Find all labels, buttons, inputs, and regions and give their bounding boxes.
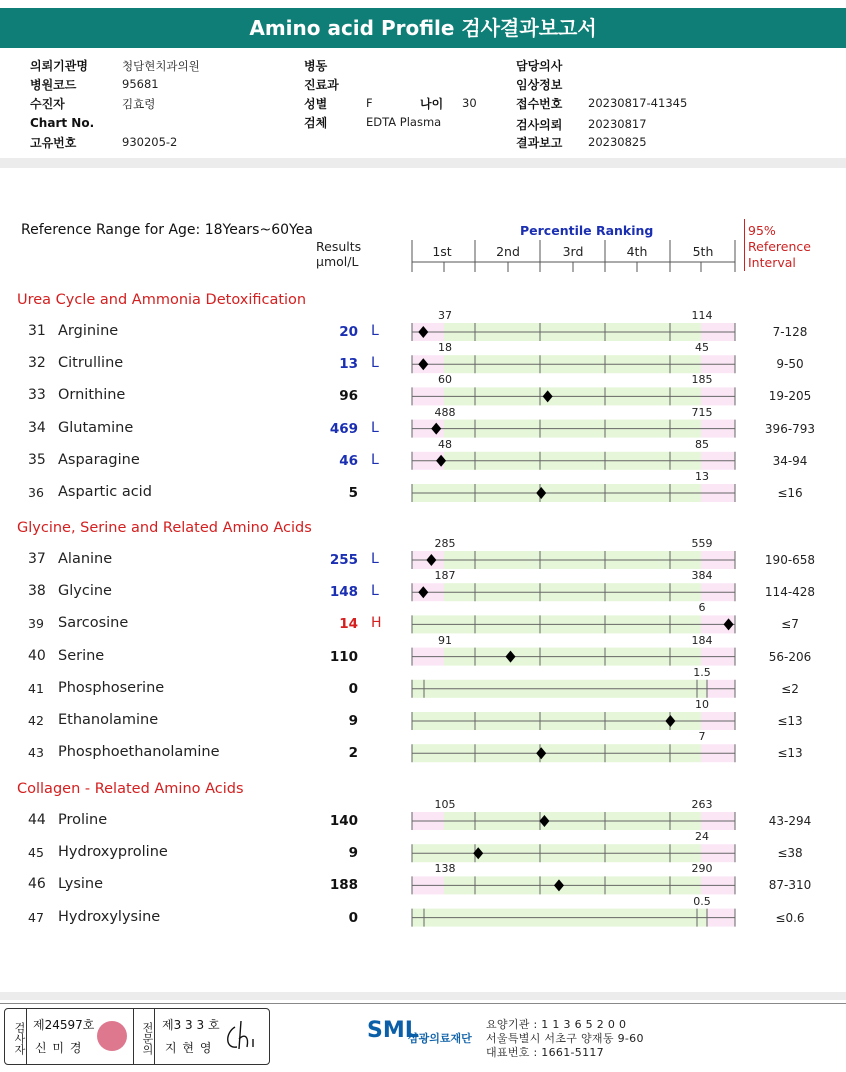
amino-acid-name: Glutamine bbox=[58, 419, 134, 436]
result-flag: L bbox=[371, 355, 379, 372]
low-range-label: 60 bbox=[438, 373, 452, 387]
header-value: EDTA Plasma bbox=[366, 115, 442, 129]
ref-interval-divider bbox=[744, 219, 745, 271]
signature-box bbox=[4, 1008, 270, 1065]
low-range-label: 488 bbox=[434, 405, 456, 419]
report-title: Amino acid Profile 검사결과보고서 bbox=[0, 8, 846, 48]
header-label: 검체 bbox=[304, 116, 328, 130]
percentile-label-1: 1st bbox=[432, 244, 452, 259]
amino-acid-name: Proline bbox=[58, 812, 108, 828]
amino-acid-name: Arginine bbox=[58, 323, 119, 339]
row-number: 46 bbox=[28, 876, 46, 893]
pink-band-high bbox=[701, 876, 735, 894]
pink-band-low bbox=[412, 812, 444, 830]
doctor-number: 제3 3 3 호 bbox=[162, 1018, 220, 1032]
reference-interval: 7-128 bbox=[772, 325, 808, 339]
green-band bbox=[444, 355, 701, 373]
doctor-name: 지 현 영 bbox=[165, 1041, 213, 1055]
pink-band-high bbox=[701, 812, 735, 830]
pink-band-high bbox=[701, 452, 735, 470]
green-band bbox=[444, 648, 701, 666]
header-label: 검사의뢰 bbox=[516, 118, 563, 132]
pink-band-high bbox=[707, 909, 735, 927]
row-number: 47 bbox=[28, 909, 44, 925]
amino-acid-name: Ornithine bbox=[58, 387, 126, 404]
header-label: 임상정보 bbox=[516, 78, 563, 92]
reference-interval: 190-658 bbox=[764, 553, 816, 567]
result-marker bbox=[665, 715, 675, 727]
pink-band-high bbox=[701, 583, 735, 601]
high-range-label: 184 bbox=[691, 633, 713, 647]
green-band bbox=[412, 909, 707, 927]
high-range-label: 0.5 bbox=[693, 894, 711, 908]
row-number: 41 bbox=[28, 680, 44, 696]
high-range-label: 384 bbox=[691, 569, 713, 583]
results-unit-header bbox=[316, 239, 361, 269]
amino-acid-name: Phosphoethanolamine bbox=[58, 744, 220, 761]
reference-interval: ≤16 bbox=[777, 486, 803, 500]
percentile-label-4: 4th bbox=[626, 244, 648, 259]
row-number: 39 bbox=[28, 616, 44, 632]
row-number: 35 bbox=[28, 451, 46, 468]
reference-interval: 19-205 bbox=[768, 389, 812, 404]
reference-interval: 114-428 bbox=[764, 585, 816, 600]
age-value: 30 bbox=[462, 96, 477, 110]
header-label: 진료과 bbox=[304, 78, 339, 92]
result-flag: L bbox=[371, 419, 379, 436]
pink-band-high bbox=[701, 355, 735, 373]
green-band bbox=[412, 615, 701, 633]
high-range-label: 114 bbox=[691, 309, 713, 322]
row-number: 45 bbox=[28, 845, 44, 861]
result-marker bbox=[418, 326, 428, 338]
reference-interval: ≤0.6 bbox=[775, 910, 805, 925]
amino-acid-name: Ethanolamine bbox=[58, 712, 159, 728]
pink-band-high bbox=[707, 680, 735, 698]
section-title: Glycine, Serine and Related Amino Acids bbox=[17, 520, 312, 536]
result-marker bbox=[536, 747, 546, 759]
amino-acid-name: Phosphoserine bbox=[58, 679, 165, 696]
institution-code: 요양기관 : 1 1 3 6 5 2 0 0 bbox=[486, 1018, 627, 1031]
header-label: Chart No. bbox=[30, 116, 95, 130]
result-value: 46 bbox=[339, 452, 358, 469]
low-range-label: 138 bbox=[434, 862, 456, 876]
header-label: 고유번호 bbox=[30, 136, 77, 150]
result-value: 13 bbox=[339, 356, 358, 373]
header-label: 수진자 bbox=[30, 97, 65, 111]
low-range-label: 48 bbox=[438, 437, 452, 451]
red-seal-stamp bbox=[97, 1021, 127, 1051]
green-band bbox=[444, 812, 701, 830]
reference-interval: 9-50 bbox=[776, 357, 804, 372]
row-number: 44 bbox=[28, 812, 46, 828]
pink-band-high bbox=[701, 744, 735, 762]
reference-interval: 34-94 bbox=[772, 453, 808, 468]
pink-band-high bbox=[701, 420, 735, 438]
high-range-label: 263 bbox=[691, 798, 713, 811]
reference-interval: ≤13 bbox=[777, 746, 803, 761]
pink-band-high bbox=[701, 648, 735, 666]
low-range-label: 285 bbox=[434, 537, 456, 550]
high-range-label: 290 bbox=[691, 862, 713, 876]
reference-interval: ≤7 bbox=[781, 617, 799, 632]
lab-name: 삼광의료재단 bbox=[408, 1032, 472, 1045]
lab-address: 서울특별시 서초구 양재동 9-60 bbox=[486, 1032, 644, 1045]
result-marker bbox=[473, 847, 483, 859]
result-flag: L bbox=[371, 323, 379, 339]
amino-acid-name: Hydroxylysine bbox=[58, 908, 161, 925]
percentile-label-2: 2nd bbox=[496, 244, 520, 259]
reference-interval: 56-206 bbox=[768, 649, 812, 664]
reference-interval: ≤13 bbox=[777, 714, 803, 728]
green-band bbox=[444, 876, 701, 894]
pink-band-high bbox=[701, 712, 735, 730]
result-value: 2 bbox=[348, 745, 358, 762]
amino-acid-name: Citrulline bbox=[58, 355, 124, 372]
ref-interval-header bbox=[748, 223, 811, 271]
pink-band-low bbox=[412, 648, 444, 666]
pink-band-low bbox=[412, 583, 444, 601]
header-value: 김효령 bbox=[122, 97, 156, 111]
amino-acid-name: Glycine bbox=[58, 583, 112, 600]
lab-phone: 대표번호 : 1661-5117 bbox=[486, 1046, 604, 1059]
high-range-label: 6 bbox=[698, 601, 706, 615]
row-number: 36 bbox=[28, 485, 44, 500]
result-marker bbox=[724, 618, 734, 630]
amino-acid-name: Aspartic acid bbox=[58, 484, 152, 500]
header-label: 담당의사 bbox=[516, 59, 563, 73]
green-band bbox=[412, 484, 701, 502]
amino-acid-name: Hydroxyproline bbox=[58, 844, 168, 861]
high-range-label: 1.5 bbox=[693, 665, 711, 679]
low-range-label: 187 bbox=[434, 569, 456, 583]
pink-band-low bbox=[412, 420, 444, 438]
high-range-label: 13 bbox=[695, 470, 709, 483]
percentile-label-5: 5th bbox=[692, 244, 714, 259]
header-separator bbox=[0, 158, 846, 168]
result-value: 9 bbox=[348, 845, 358, 862]
row-number: 34 bbox=[28, 419, 46, 436]
low-range-label: 91 bbox=[438, 633, 452, 647]
row-number: 33 bbox=[28, 387, 46, 404]
green-band bbox=[444, 583, 701, 601]
row-number: 37 bbox=[28, 551, 46, 567]
high-range-label: 7 bbox=[698, 730, 706, 744]
result-value: 96 bbox=[339, 388, 358, 405]
pink-band-low bbox=[412, 452, 444, 470]
inspector-number: 제24597호 bbox=[33, 1018, 95, 1032]
header-value: 청담현치과의원 bbox=[122, 59, 200, 73]
result-value: 0 bbox=[348, 680, 358, 697]
result-marker bbox=[418, 358, 428, 370]
reference-interval: 396-793 bbox=[764, 421, 816, 436]
result-value: 188 bbox=[329, 877, 358, 894]
result-value: 255 bbox=[329, 552, 358, 568]
percentile-ranking-title: Percentile Ranking bbox=[520, 223, 654, 238]
high-range-label: 85 bbox=[695, 437, 709, 451]
pink-band-high bbox=[701, 844, 735, 862]
high-range-label: 715 bbox=[691, 405, 713, 419]
result-flag: L bbox=[371, 583, 379, 600]
green-band bbox=[444, 387, 701, 405]
pink-band-low bbox=[412, 551, 444, 569]
reference-interval: 43-294 bbox=[768, 814, 812, 828]
ref95-line3: Interval bbox=[748, 255, 796, 270]
header-value: F bbox=[366, 96, 373, 110]
pink-band-low bbox=[412, 387, 444, 405]
result-value: 9 bbox=[348, 713, 358, 729]
pink-band-high bbox=[701, 484, 735, 502]
header-label: 접수번호 bbox=[516, 97, 563, 111]
result-marker bbox=[431, 423, 441, 435]
high-range-label: 559 bbox=[691, 537, 713, 550]
row-number: 38 bbox=[28, 583, 46, 600]
green-band bbox=[412, 680, 707, 698]
result-value: 14 bbox=[339, 616, 358, 633]
footer-separator bbox=[0, 992, 846, 1000]
age-label: 나이 bbox=[420, 97, 444, 111]
inspector-name: 신 미 경 bbox=[35, 1041, 83, 1055]
result-marker bbox=[554, 879, 564, 891]
row-number: 40 bbox=[28, 647, 46, 664]
amino-acid-name: Serine bbox=[58, 647, 105, 664]
result-value: 20 bbox=[339, 324, 358, 340]
green-band bbox=[412, 744, 701, 762]
header-value: 20230817-41345 bbox=[588, 96, 688, 110]
result-value: 0 bbox=[348, 909, 358, 926]
low-range-label: 105 bbox=[434, 798, 456, 811]
low-range-label: 18 bbox=[438, 341, 452, 355]
section-title: Collagen - Related Amino Acids bbox=[17, 781, 244, 797]
green-band bbox=[412, 712, 701, 730]
green-band bbox=[444, 420, 701, 438]
header-label: 병동 bbox=[304, 59, 328, 73]
reference-interval: 87-310 bbox=[768, 878, 812, 893]
pink-band-low bbox=[412, 876, 444, 894]
high-range-label: 10 bbox=[695, 698, 709, 711]
header-value: 930205-2 bbox=[122, 135, 178, 149]
percentile-label-3: 3rd bbox=[562, 244, 584, 259]
doctor-vertical-label: 전문의 bbox=[133, 1009, 155, 1064]
high-range-label: 185 bbox=[691, 373, 713, 387]
amino-acid-name: Sarcosine bbox=[58, 615, 129, 632]
green-band bbox=[444, 323, 701, 341]
header-value: 20230817 bbox=[588, 117, 647, 131]
result-flag: L bbox=[371, 551, 379, 567]
reference-interval: ≤38 bbox=[777, 846, 803, 861]
result-marker bbox=[543, 390, 553, 402]
result-value: 140 bbox=[329, 813, 358, 829]
result-value: 148 bbox=[329, 584, 358, 601]
result-flag: L bbox=[371, 451, 379, 468]
row-number: 42 bbox=[28, 713, 44, 728]
amino-acid-name: Asparagine bbox=[58, 451, 140, 468]
ref95-line2: Reference bbox=[748, 239, 811, 254]
result-flag: H bbox=[371, 615, 382, 632]
header-label: 의뢰기관명 bbox=[30, 59, 88, 73]
header-value: 95681 bbox=[122, 77, 159, 91]
amino-acid-name: Alanine bbox=[58, 551, 113, 567]
result-marker bbox=[539, 815, 549, 827]
pink-band-high bbox=[701, 615, 735, 633]
row-number: 31 bbox=[28, 323, 46, 339]
row-number: 43 bbox=[28, 745, 44, 761]
high-range-label: 45 bbox=[695, 341, 709, 355]
header-label: 성별 bbox=[304, 97, 328, 111]
results-header-line2: μmol/L bbox=[316, 254, 359, 269]
inspector-vertical-label: 검사자 bbox=[5, 1009, 27, 1064]
header-value: 20230825 bbox=[588, 135, 647, 149]
sml-logo: SML bbox=[367, 1018, 419, 1043]
pink-band-high bbox=[701, 387, 735, 405]
reference-interval: ≤2 bbox=[781, 681, 799, 696]
result-marker bbox=[436, 455, 446, 467]
header-label: 결과보고 bbox=[516, 136, 563, 150]
result-marker bbox=[506, 651, 516, 663]
results-header-line1: Results bbox=[316, 239, 362, 254]
green-band bbox=[412, 844, 701, 862]
header-label: 병원코드 bbox=[30, 78, 77, 92]
amino-acid-name: Lysine bbox=[58, 876, 104, 893]
result-marker bbox=[426, 554, 436, 566]
result-marker bbox=[536, 487, 546, 499]
low-range-label: 37 bbox=[438, 309, 452, 322]
section-title: Urea Cycle and Ammonia Detoxification bbox=[17, 292, 307, 308]
ref95-line1: 95% bbox=[748, 223, 776, 238]
pink-band-high bbox=[701, 551, 735, 569]
reference-range-label: Reference Range for Age: 18Years~60Yea bbox=[21, 222, 313, 238]
green-band bbox=[444, 452, 701, 470]
footer-rule bbox=[0, 1003, 846, 1004]
pink-band-high bbox=[701, 323, 735, 341]
green-band bbox=[444, 551, 701, 569]
result-value: 469 bbox=[329, 420, 358, 437]
pink-band-low bbox=[412, 323, 444, 341]
high-range-label: 24 bbox=[695, 830, 709, 844]
pink-band-low bbox=[412, 355, 444, 373]
row-number: 32 bbox=[28, 355, 46, 372]
doctor-signature bbox=[223, 1019, 263, 1055]
result-value: 110 bbox=[329, 648, 358, 665]
result-value: 5 bbox=[348, 485, 358, 501]
result-marker bbox=[418, 586, 428, 598]
